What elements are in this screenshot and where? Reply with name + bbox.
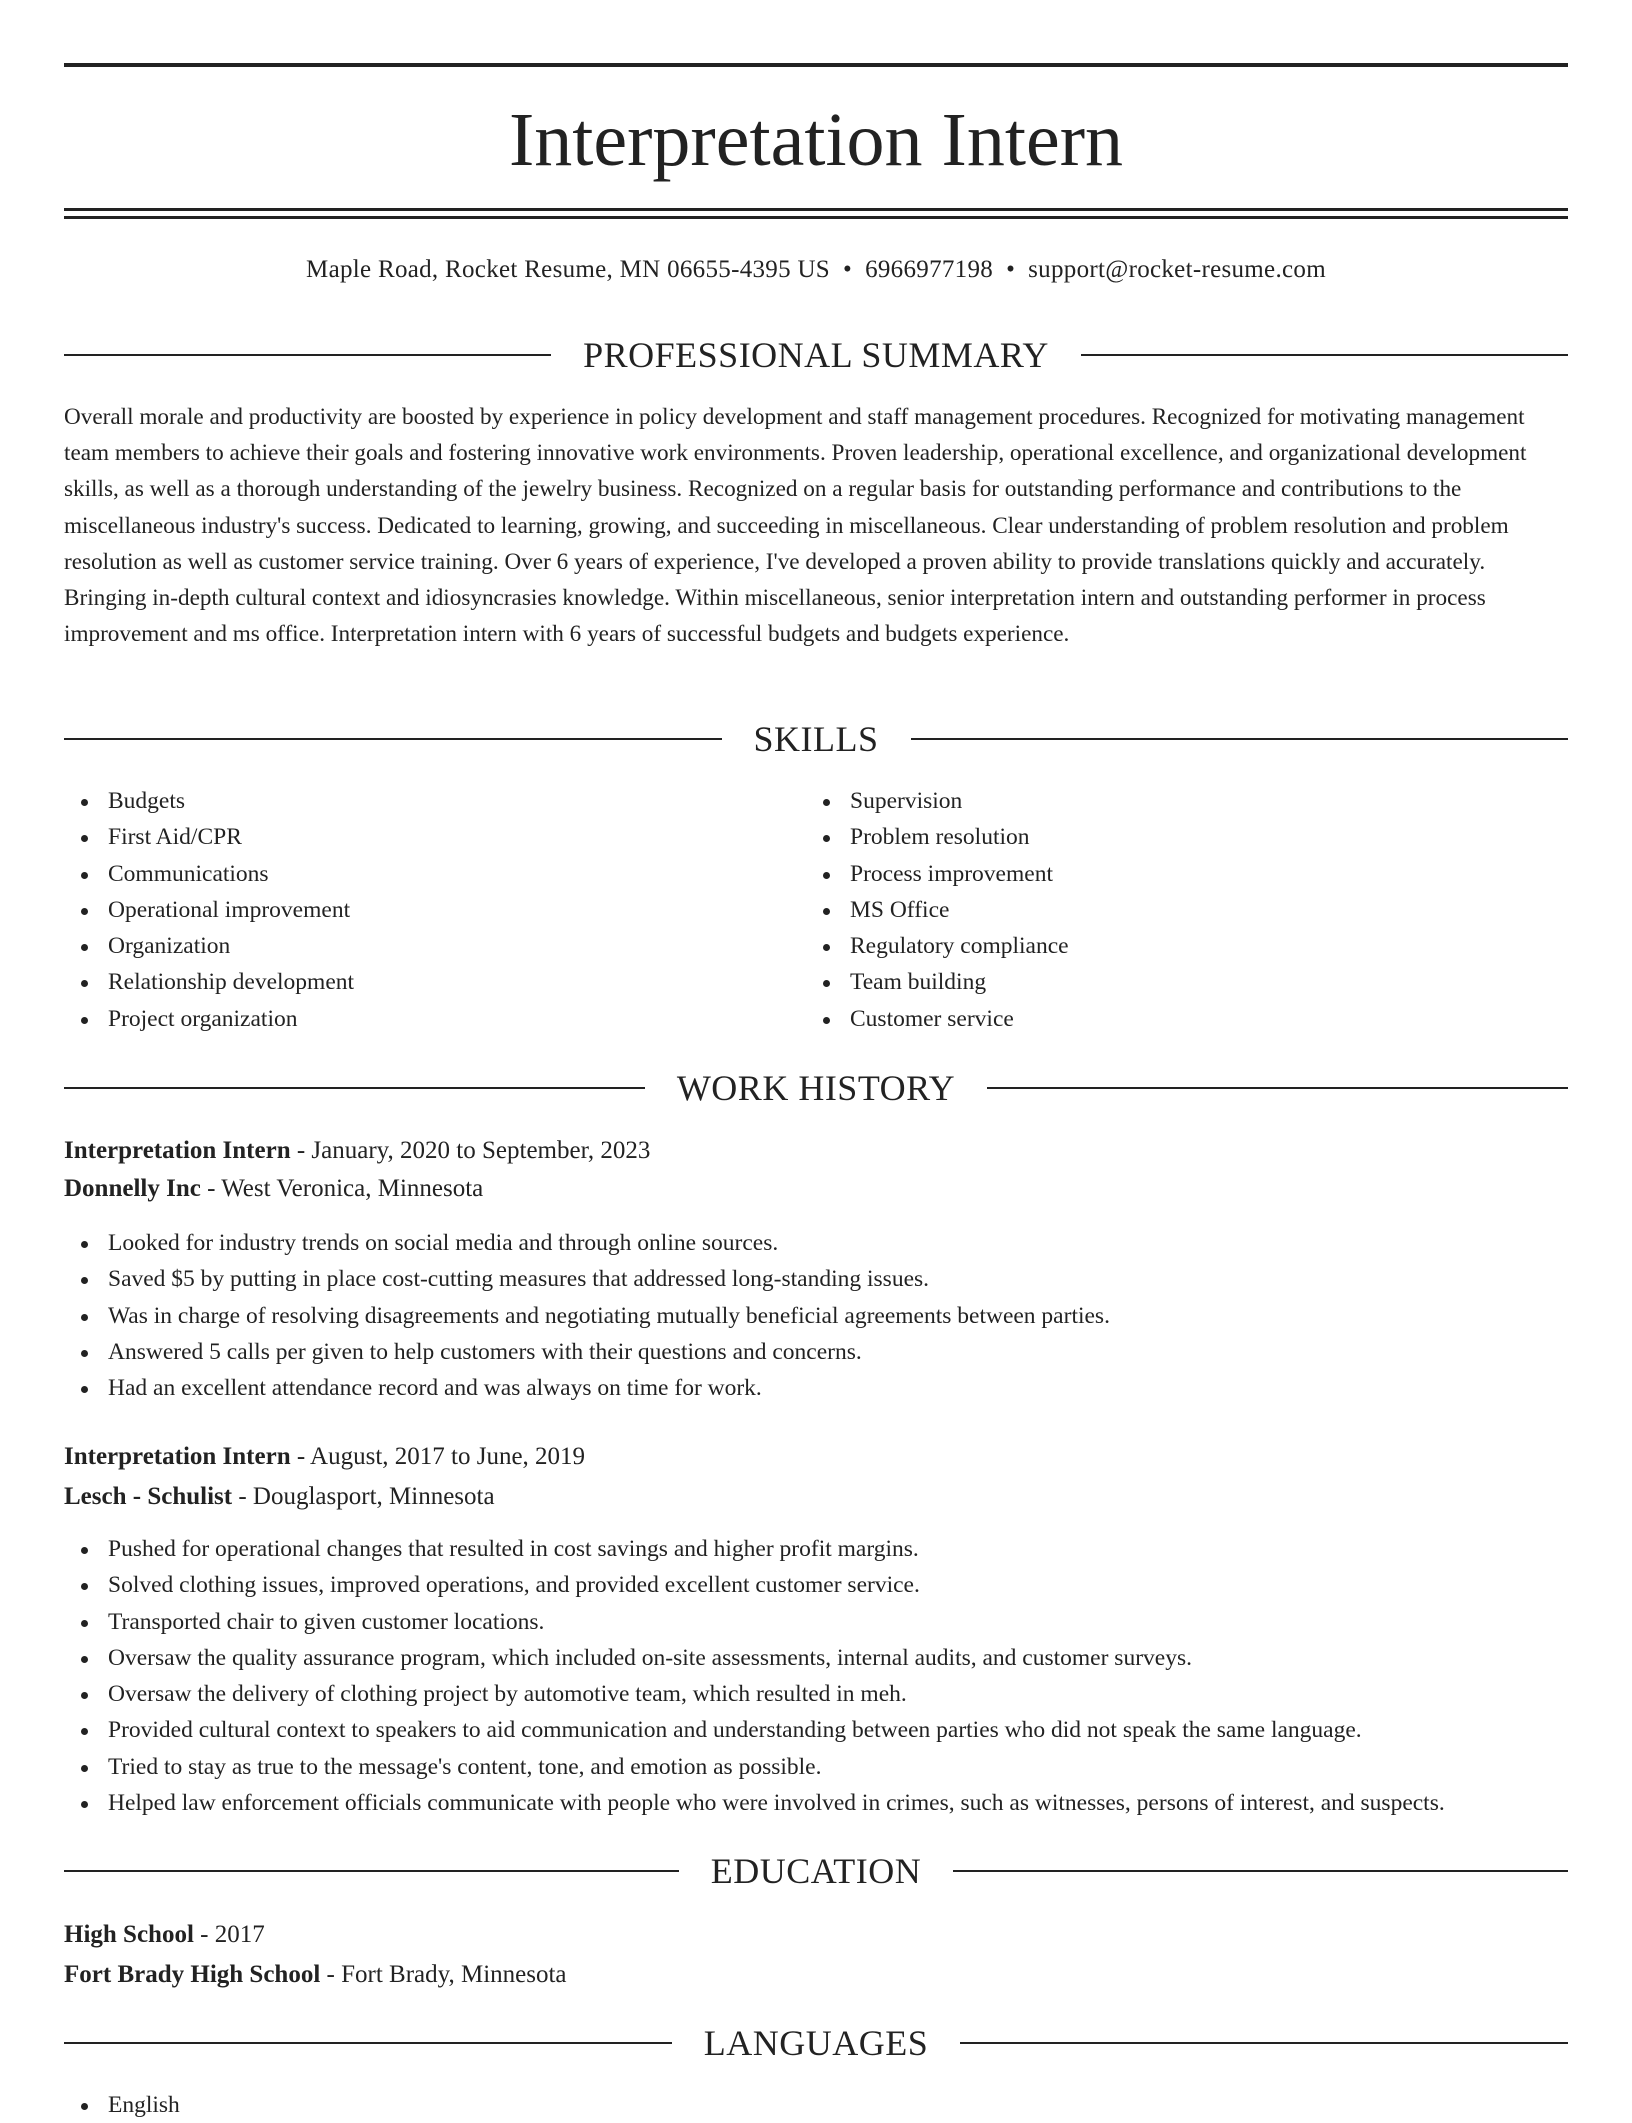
job-duty-item: Was in charge of resolving disagreements and negotiating mutually beneficial agreements between parties. (64, 1298, 1110, 1334)
education-degree-line (64, 1916, 265, 1954)
skill-item: Operational improvement (64, 892, 354, 928)
contact-line (64, 252, 1568, 288)
job-duty-item: Tried to stay as true to the message's content, tone, and emotion as possible. (64, 1749, 1445, 1785)
summary-heading-label: PROFESSIONAL SUMMARY (583, 335, 1049, 375)
skill-item: Project organization (64, 1001, 354, 1037)
job-location: - West Veronica, Minnesota (200, 1175, 484, 1202)
education-section-heading (64, 1846, 1568, 1896)
job-dates: - January, 2020 to September, 2023 (290, 1137, 651, 1164)
job-duty-item: Solved clothing issues, improved operations, and provided excellent customer service. (64, 1567, 1445, 1603)
languages-section-heading (64, 2018, 1568, 2068)
language-item: English (64, 2087, 180, 2123)
job-duty-item: Provided cultural context to speakers to aid communication and understanding between parties who did not speak the same language. (64, 1712, 1445, 1748)
contact-address: Maple Road, Rocket Resume, MN 06655-4395 US (306, 256, 831, 283)
job-title-line (64, 1132, 650, 1170)
job-company-line (64, 1478, 495, 1516)
skill-item: MS Office (806, 892, 1069, 928)
divider-line (64, 738, 722, 740)
skills-section-heading (64, 714, 1568, 764)
job-duties-list (64, 1225, 1110, 1406)
job-duty-item: Transported chair to given customer locations. (64, 1604, 1445, 1640)
job-company: Lesch - Schulist (64, 1483, 233, 1510)
education-school-line (64, 1956, 567, 1994)
job-duty-item: Oversaw the delivery of clothing project by automotive team, which resulted in meh. (64, 1676, 1445, 1712)
contact-email: support@rocket-resume.com (1028, 256, 1326, 283)
education-degree: High School (64, 1921, 194, 1948)
header-top-rule (64, 63, 1568, 67)
job-duties-list (64, 1531, 1445, 1821)
divider-line (911, 738, 1569, 740)
divider-line (64, 354, 551, 356)
skill-item: Communications (64, 856, 354, 892)
skills-heading-label: SKILLS (753, 719, 879, 759)
education-school: Fort Brady High School (64, 1961, 321, 1988)
divider-line (1081, 354, 1568, 356)
education-location: - Fort Brady, Minnesota (320, 1961, 567, 1988)
education-year: - 2017 (193, 1921, 265, 1948)
divider-line (64, 2042, 672, 2044)
job-title-line (64, 1438, 585, 1476)
divider-line (960, 2042, 1568, 2044)
skill-item: Regulatory compliance (806, 928, 1069, 964)
divider-line (953, 1870, 1568, 1872)
job-title: Interpretation Intern (64, 1137, 291, 1164)
contact-separator: • (843, 256, 853, 283)
languages-heading-label: LANGUAGES (703, 2023, 929, 2063)
contact-phone: 6966977198 (865, 256, 994, 283)
skill-item: Customer service (806, 1001, 1069, 1037)
education-heading-label: EDUCATION (710, 1851, 922, 1891)
job-duty-item: Looked for industry trends on social media and through online sources. (64, 1225, 1110, 1261)
resume-title: Interpretation Intern (508, 98, 1124, 182)
job-duty-item: Oversaw the quality assurance program, which included on-site assessments, internal audits, and customer surveys. (64, 1640, 1445, 1676)
skill-item: Team building (806, 964, 1069, 1000)
job-duty-item: Answered 5 calls per given to help customers with their questions and concerns. (64, 1334, 1110, 1370)
job-duty-item: Helped law enforcement officials communicate with people who were involved in crimes, such as witnesses, persons of interest, and suspects. (64, 1785, 1445, 1821)
job-company: Donnelly Inc (64, 1175, 201, 1202)
skill-item: Problem resolution (806, 819, 1069, 855)
work-history-section-heading (64, 1063, 1568, 1113)
divider-line (64, 1870, 679, 1872)
job-duty-item: Saved $5 by putting in place cost-cutting measures that addressed long-standing issues. (64, 1261, 1110, 1297)
skill-item: Budgets (64, 783, 354, 819)
contact-separator: • (1006, 256, 1016, 283)
divider-line (64, 1087, 645, 1089)
job-duty-item: Pushed for operational changes that resulted in cost savings and higher profit margins. (64, 1531, 1445, 1567)
skill-item: Organization (64, 928, 354, 964)
job-dates: - August, 2017 to June, 2019 (290, 1443, 586, 1470)
job-title: Interpretation Intern (64, 1443, 291, 1470)
summary-paragraph: Overall morale and productivity are boosted by experience in policy development and staff management procedures. Recognized for motivating management team members to achieve their goals and fostering innovative work environments. Proven leadership, operational excellence, and organizational development skills, as well as a thorough understanding of the jewelry business. Recognized on a regular basis for outstanding performance and contributions to the miscellaneous industry's success. Dedicated to learning, growing, and succeeding in miscellaneous. Clear understanding of problem resolution and problem resolution as well as customer service training. Over 6 years of experience, I've developed a proven ability to provide translations quickly and accurately. Bringing in-depth cultural context and idiosyncrasies knowledge. Within miscellaneous, senior interpretation intern and outstanding performer in process improvement and ms office. Interpretation intern with 6 years of successful budgets and budgets experience. (64, 404, 1527, 648)
header-bottom-rule (64, 208, 1568, 211)
summary-section-heading (64, 330, 1568, 380)
header-bottom-rule-second (64, 216, 1568, 219)
skills-list-right (806, 783, 1069, 1037)
languages-list (64, 2087, 180, 2123)
job-location: - Douglasport, Minnesota (232, 1483, 495, 1510)
skills-list-left (64, 783, 354, 1037)
job-company-line (64, 1170, 483, 1208)
skill-item: Supervision (806, 783, 1069, 819)
skill-item: First Aid/CPR (64, 819, 354, 855)
skill-item: Process improvement (806, 856, 1069, 892)
divider-line (987, 1087, 1568, 1089)
job-duty-item: Had an excellent attendance record and was always on time for work. (64, 1370, 1110, 1406)
work-history-heading-label: WORK HISTORY (676, 1068, 956, 1108)
skill-item: Relationship development (64, 964, 354, 1000)
